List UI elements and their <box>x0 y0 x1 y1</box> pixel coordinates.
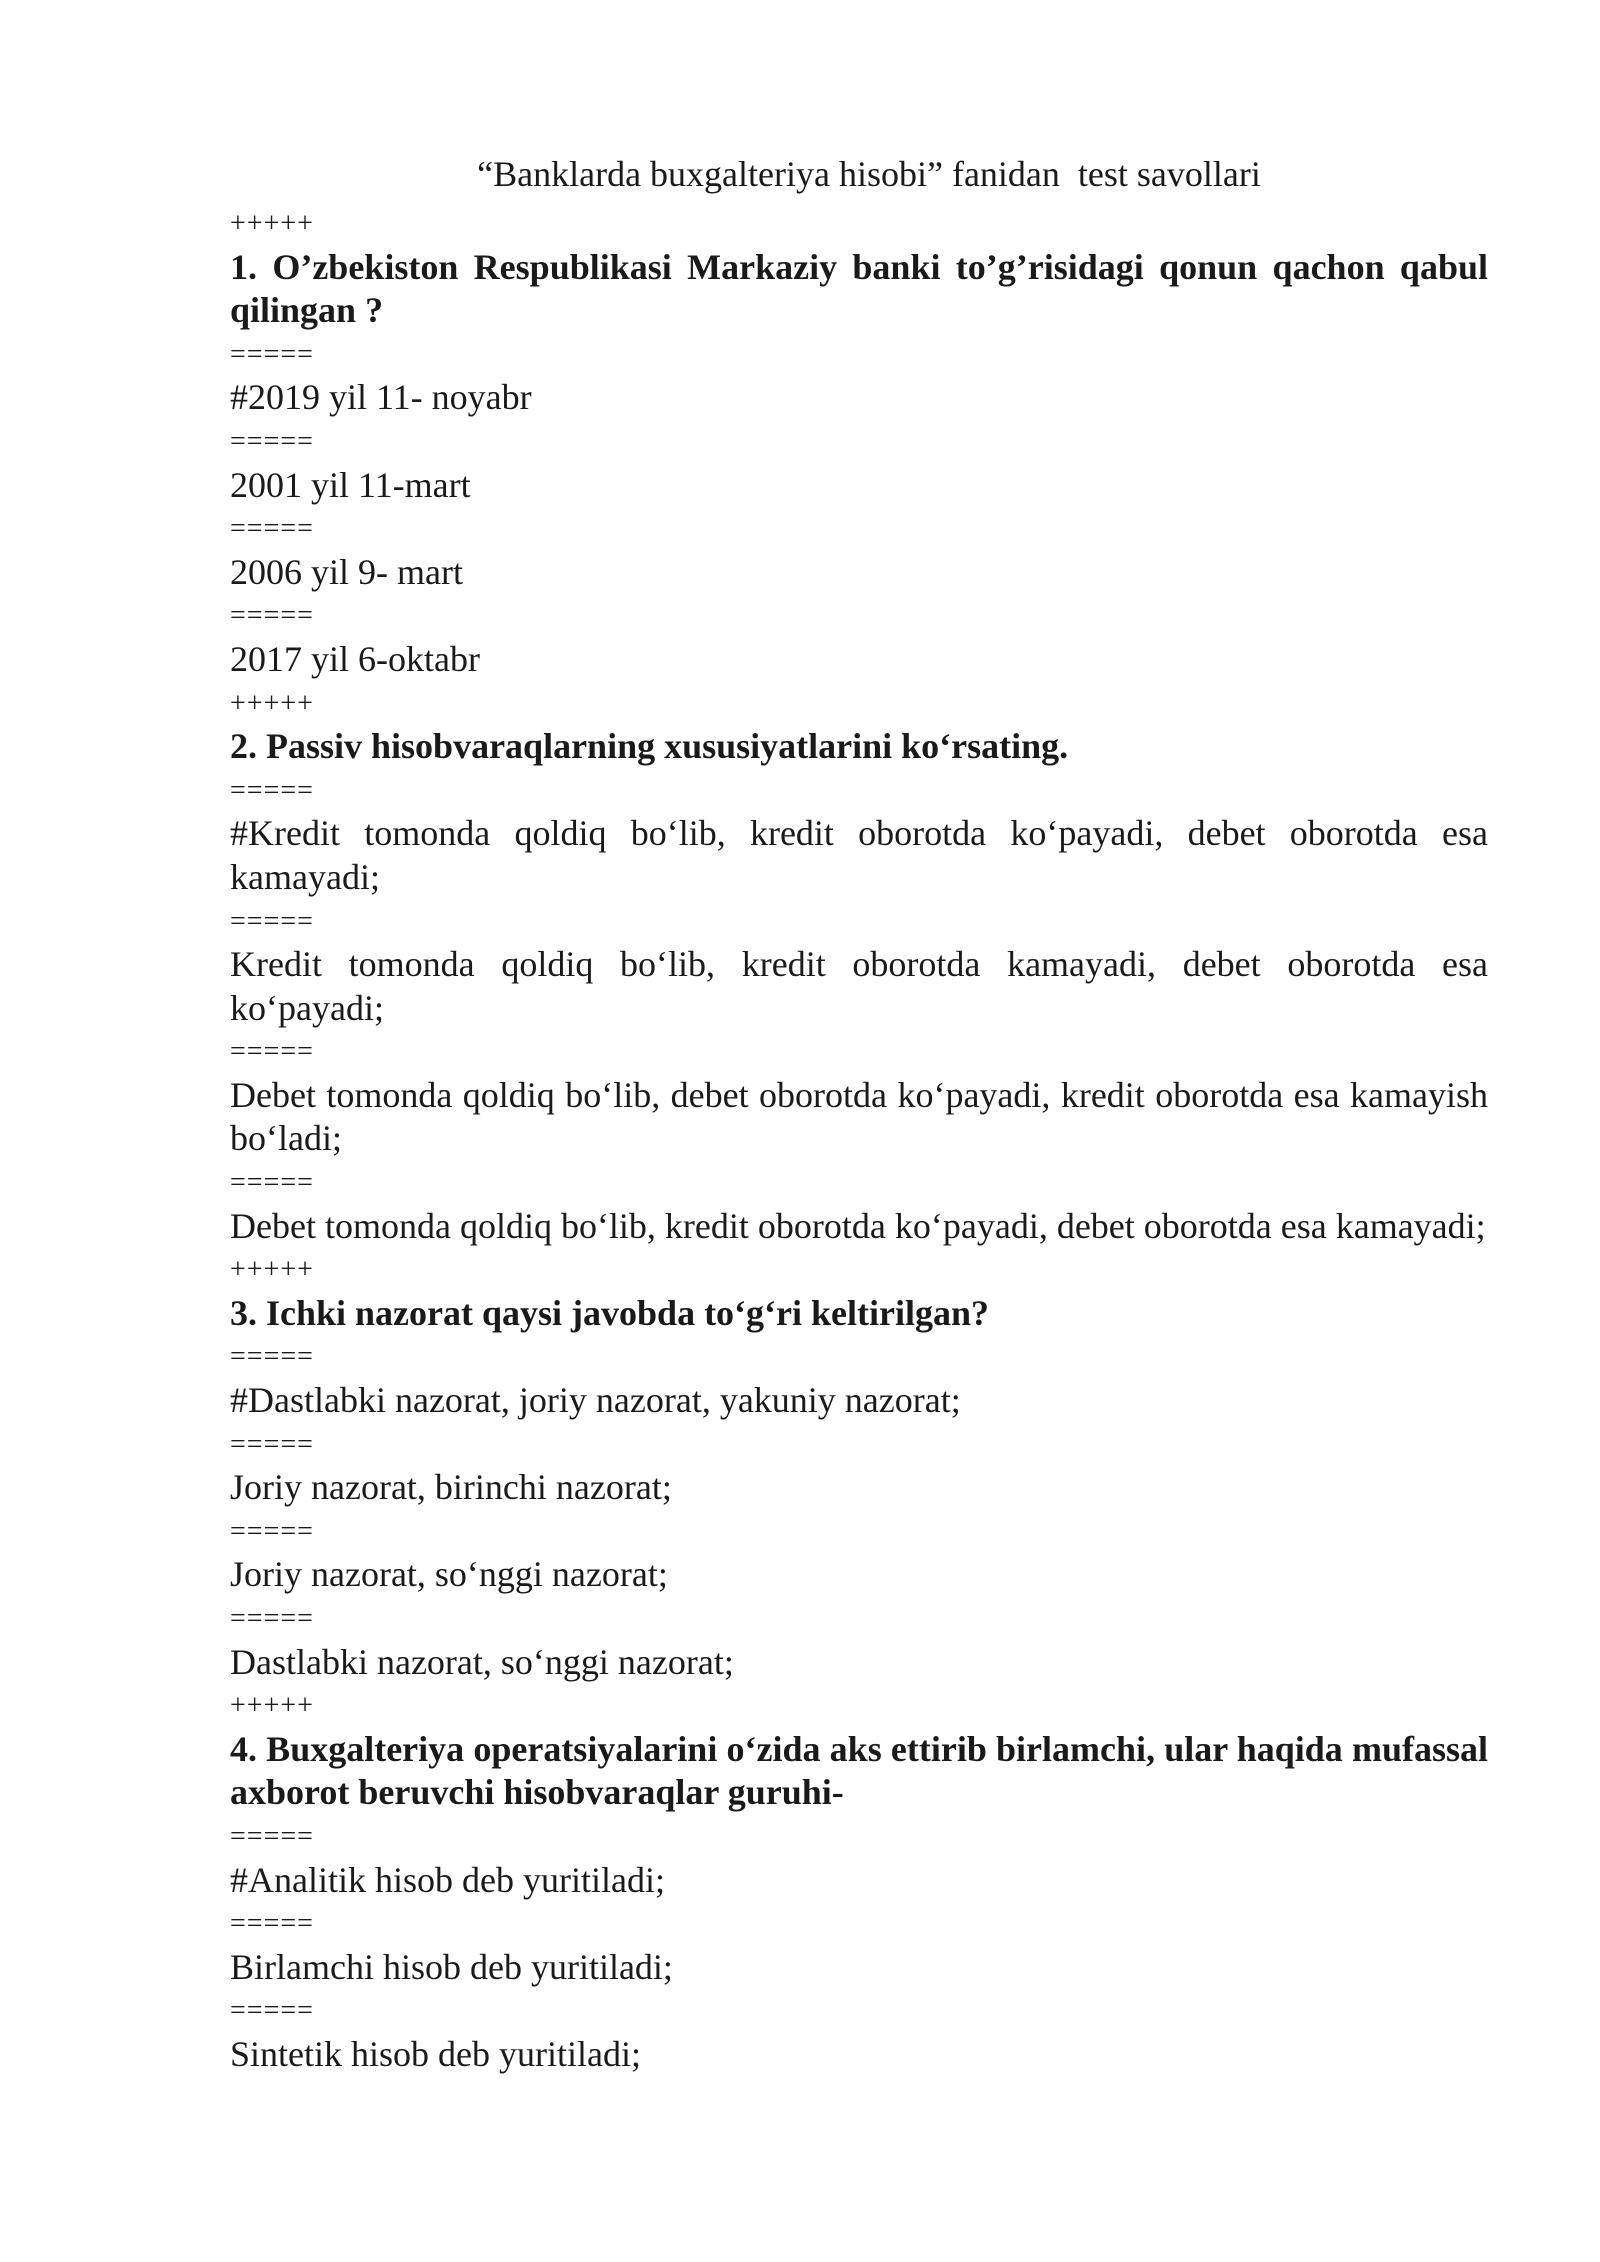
question-3-option-2: Joriy nazorat, birinchi nazorat; <box>230 1467 672 1508</box>
question-1-option-1: #2019 yil 11- noyabr <box>230 377 532 418</box>
option-separator: ===== <box>230 1603 314 1634</box>
question-3-option-1: #Dastlabki nazorat, joriy nazorat, yakuniy nazorat; <box>230 1380 961 1421</box>
question-2-option-1: #Kredit tomonda qoldiq bo‘lib, kredit oborotda ko‘payadi, debet oborotda esa kamayadi; <box>230 813 1488 897</box>
question-2-text: 2. Passiv hisobvaraqlarning xususiyatlarini ko‘rsating. <box>230 726 1069 767</box>
option-separator: ===== <box>230 425 314 457</box>
option-separator: ===== <box>230 1428 314 1460</box>
option-separator: ===== <box>230 1820 314 1852</box>
question-4-option-3: Sintetik hisob deb yuritiladi; <box>230 2033 641 2074</box>
question-separator: +++++ <box>230 208 314 239</box>
question-3-text: 3. Ichki nazorat qaysi javobda to‘g‘ri keltirilgan? <box>230 1292 990 1333</box>
document-page <box>230 150 1488 2077</box>
question-2-option-2: Kredit tomonda qoldiq bo‘lib, kredit oborotda kamayadi, debet oborotda esa ko‘payadi; <box>230 944 1488 1028</box>
question-4-option-1: #Analitik hisob deb yuritiladi; <box>230 1859 665 1900</box>
question-3-option-4: Dastlabki nazorat, so‘nggi nazorat; <box>230 1641 734 1682</box>
option-separator: ===== <box>230 1908 314 1940</box>
document-title: “Banklarda buxgalteriya hisobi” fanidan test savollari <box>477 154 1261 194</box>
option-separator: ===== <box>230 1341 314 1373</box>
question-separator: +++++ <box>230 1690 314 1722</box>
question-separator: +++++ <box>230 687 314 719</box>
question-3-option-3: Joriy nazorat, so‘nggi nazorat; <box>230 1554 668 1595</box>
option-separator: ===== <box>230 600 314 632</box>
question-4-text: 4. Buxgalteriya operatsiyalarini o‘zida aks ettirib birlamchi, ular haqida mufassal axborot beruvchi hisobvaraqlar guruhi- <box>230 1728 1488 1813</box>
option-separator: ===== <box>230 1167 314 1199</box>
question-1-text: 1. O’zbekiston Respublikasi Markaziy banki to’g’risidagi qonun qachon qabul qilingan ? <box>230 246 1488 331</box>
option-separator: ===== <box>230 338 314 370</box>
question-1-option-2: 2001 yil 11-mart <box>230 464 471 505</box>
option-separator: ===== <box>230 774 314 806</box>
option-separator: ===== <box>230 1995 314 2027</box>
option-separator: ===== <box>230 1515 314 1547</box>
option-separator: ===== <box>230 1036 314 1068</box>
question-2-option-3: Debet tomonda qoldiq bo‘lib, debet oborotda ko‘payadi, kredit oborotda esa kamayish bo‘ladi; <box>230 1074 1488 1159</box>
question-separator: +++++ <box>230 1254 314 1286</box>
question-4-option-2: Birlamchi hisob deb yuritiladi; <box>230 1946 673 1987</box>
question-2-option-4: Debet tomonda qoldiq bo‘lib, kredit oborotda ko‘payadi, debet oborotda esa kamayadi; <box>230 1205 1486 1246</box>
option-separator: ===== <box>230 513 314 545</box>
question-1-option-3: 2006 yil 9- mart <box>230 551 463 592</box>
option-separator: ===== <box>230 905 314 937</box>
question-1-option-4: 2017 yil 6-oktabr <box>230 638 480 679</box>
